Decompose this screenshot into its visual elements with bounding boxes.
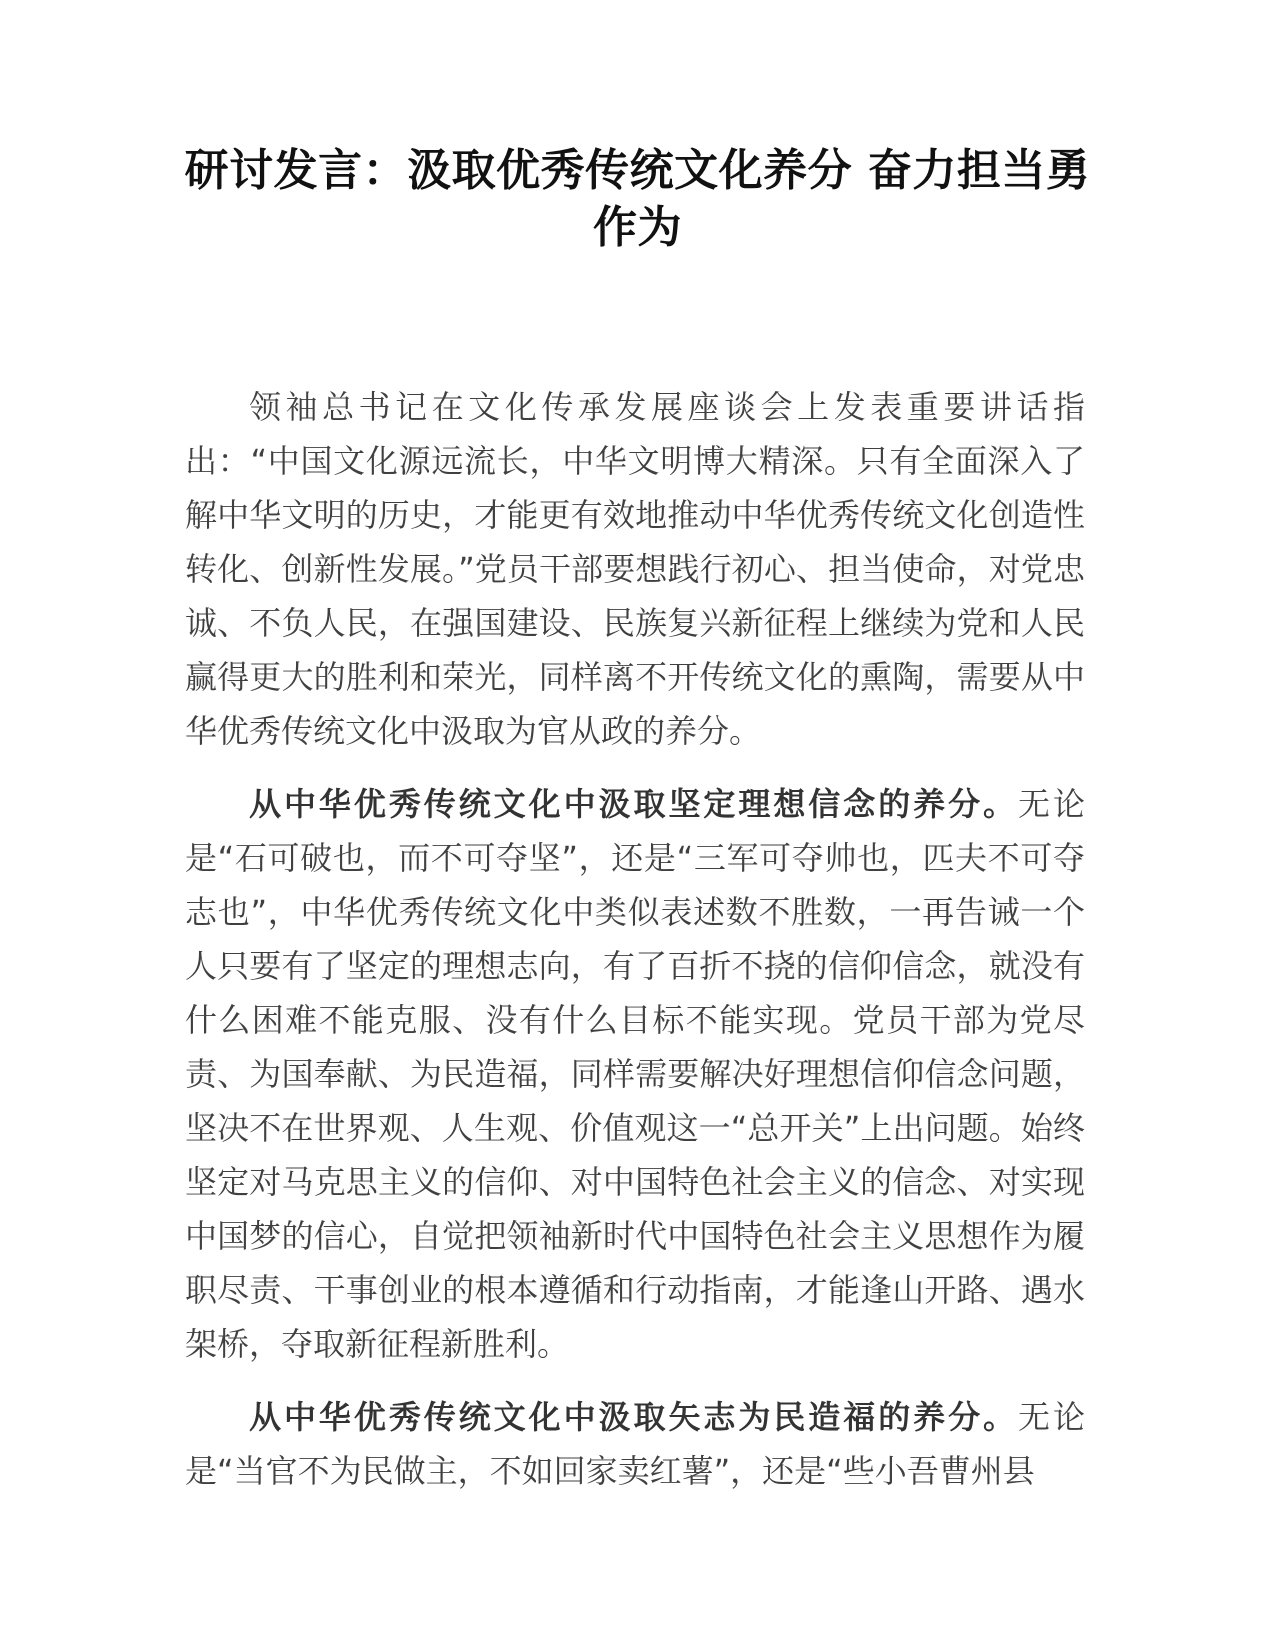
- document-body: [185, 380, 1085, 1517]
- paragraph-text: 无论是“石可破也，而不可夺坚”，还是“三军可夺帅也，匹夫不可夺志也”，中华优秀传统文化中类似表述数不胜数，一再告诫一个人只要有了坚定的理想志向，有了百折不挠的信仰信念，就没有什么困难不能克服、没有什么目标不能实现。党员干部为党尽责、为国奉献、为民造福，同样需要解决好理想信仰信念问题，坚决不在世界观、人生观、价值观这一“总开关”上出问题。始终坚定对马克思主义的信仰、对中国特色社会主义的信念、对实现中国梦的信心，自觉把领袖新时代中国特色社会主义思想作为履职尽责、干事创业的根本遵循和行动指南，才能逢山开路、遇水架桥，夺取新征程新胜利。: [185, 785, 1085, 1363]
- paragraph-text: 领袖总书记在文化传承发展座谈会上发表重要讲话指出：“中国文化源远流长，中华文明博大精深。只有全面深入了解中华文明的历史，才能更有效地推动中华优秀传统文化创造性转化、创新性发展。”党员干部要想践行初心、担当使命，对党忠诚、不负人民，在强国建设、民族复兴新征程上继续为党和人民赢得更大的胜利和荣光，同样离不开传统文化的熏陶，需要从中华优秀传统文化中汲取为官从政的养分。: [185, 388, 1085, 750]
- paragraph-ideals: [185, 777, 1085, 1371]
- paragraph-lead: 从中华优秀传统文化中汲取矢志为民造福的养分。: [249, 1398, 1019, 1436]
- paragraph-people: [185, 1390, 1085, 1498]
- paragraph-intro: [185, 380, 1085, 758]
- paragraph-text: 无论是“当官不为民做主，不如回家卖红薯”，还是“些小吾曹州县: [185, 1398, 1085, 1490]
- document-title: 研讨发言：汲取优秀传统文化养分 奋力担当勇作为: [184, 145, 1091, 253]
- paragraph-lead: 从中华优秀传统文化中汲取坚定理想信念的养分。: [249, 785, 1019, 823]
